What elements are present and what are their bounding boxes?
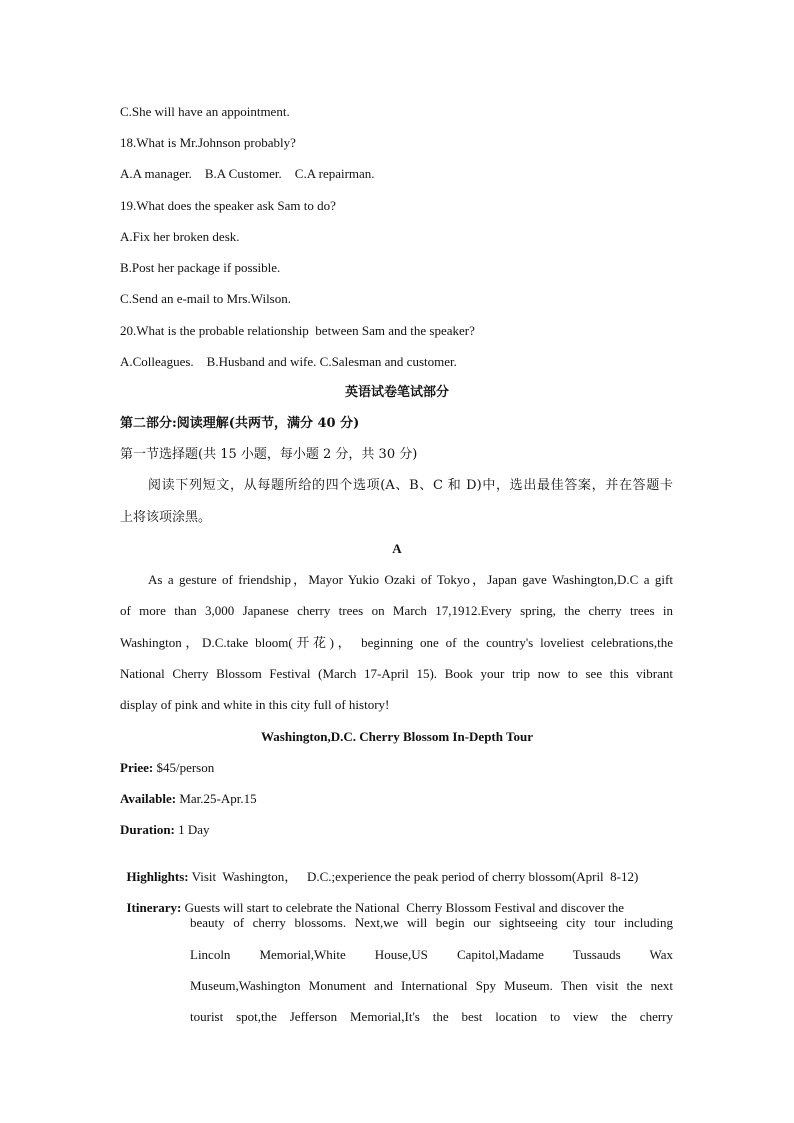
- duration-value: 1 Day: [174, 822, 210, 837]
- itinerary-label: Itinerary:: [126, 900, 182, 915]
- passage-line-1: As a gesture of friendship，Mayor Yukio Ozaki of Tokyo，Japan gave Washington,D.C a gift: [148, 572, 673, 587]
- q19-option-c: C.Send an e-mail to Mrs.Wilson.: [120, 291, 291, 306]
- q19-question: 19.What does the speaker ask Sam to do?: [120, 198, 336, 213]
- itinerary-first-line: Guests will start to celebrate the National Cherry Blossom Festival and discover the: [181, 900, 624, 915]
- highlights-value: Visit Washington， D.C.;experience the peak period of cherry blossom(April 8-12): [188, 869, 639, 884]
- itinerary-line-5: tourist spot,the Jefferson Memorial,It's the best location to view the cherry: [190, 1009, 673, 1024]
- passage-label: A: [392, 541, 402, 556]
- itinerary-row: [120, 884, 673, 916]
- passage-line-5: display of pink and white in this city full of history!: [120, 697, 390, 712]
- price-label: Priee:: [120, 760, 154, 775]
- instruction-line-1: 阅读下列短文，从每题所给的四个选项(A、B、C 和 D)中，选出最佳答案，并在答题卡: [148, 478, 673, 493]
- duration-row: [120, 822, 210, 838]
- q19-option-a: A.Fix her broken desk.: [120, 229, 240, 244]
- q19-option-b: B.Post her package if possible.: [120, 260, 281, 275]
- instruction-line-2: 上将该项涂黑。: [120, 510, 212, 525]
- q18-question: 18.What is Mr.Johnson probably?: [120, 135, 296, 150]
- available-value: Mar.25-Apr.15: [176, 791, 257, 806]
- q20-question: 20.What is the probable relationship between Sam and the speaker?: [120, 323, 475, 338]
- q17-option-c: C.She will have an appointment.: [120, 104, 290, 119]
- part-two-heading: 第二部分:阅读理解(共两节，满分 40 分): [120, 416, 360, 431]
- section-one-heading: 第一节选择题(共 15 小题，每小题 2 分，共 30 分): [120, 447, 418, 462]
- available-label: Available:: [120, 791, 177, 806]
- highlights-label: Highlights:: [126, 869, 189, 884]
- price-row: [120, 760, 214, 776]
- passage-line-2: of more than 3,000 Japanese cherry trees on March 17,1912.Every spring, the cherry trees in: [120, 603, 673, 618]
- itinerary-line-4: Museum,Washington Monument and International Spy Museum. Then visit the next: [190, 978, 673, 993]
- tour-title: Washington,D.C. Cherry Blossom In-Depth Tour: [261, 729, 533, 744]
- passage-line-4: National Cherry Blossom Festival (March 17-April 15). Book your trip now to see this vibrant: [120, 666, 673, 681]
- available-row: [120, 791, 257, 807]
- q18-options: A.A manager. B.A Customer. C.A repairman.: [120, 166, 375, 181]
- highlights-row: [120, 853, 638, 885]
- written-part-title: 英语试卷笔试部分: [344, 385, 449, 400]
- q20-options: A.Colleagues. B.Husband and wife. C.Salesman and customer.: [120, 354, 457, 369]
- passage-line-3: Washington，D.C.take bloom(开花)， beginning one of the country's loveliest celebrations,the: [120, 635, 673, 650]
- itinerary-line-2: beauty of cherry blossoms. Next,we will begin our sightseeing city tour including: [190, 915, 673, 930]
- duration-label: Duration:: [120, 822, 175, 837]
- itinerary-line-3: Lincoln Memorial,White House,US Capitol,Madame Tussauds Wax: [190, 947, 673, 962]
- price-value: $45/person: [153, 760, 215, 775]
